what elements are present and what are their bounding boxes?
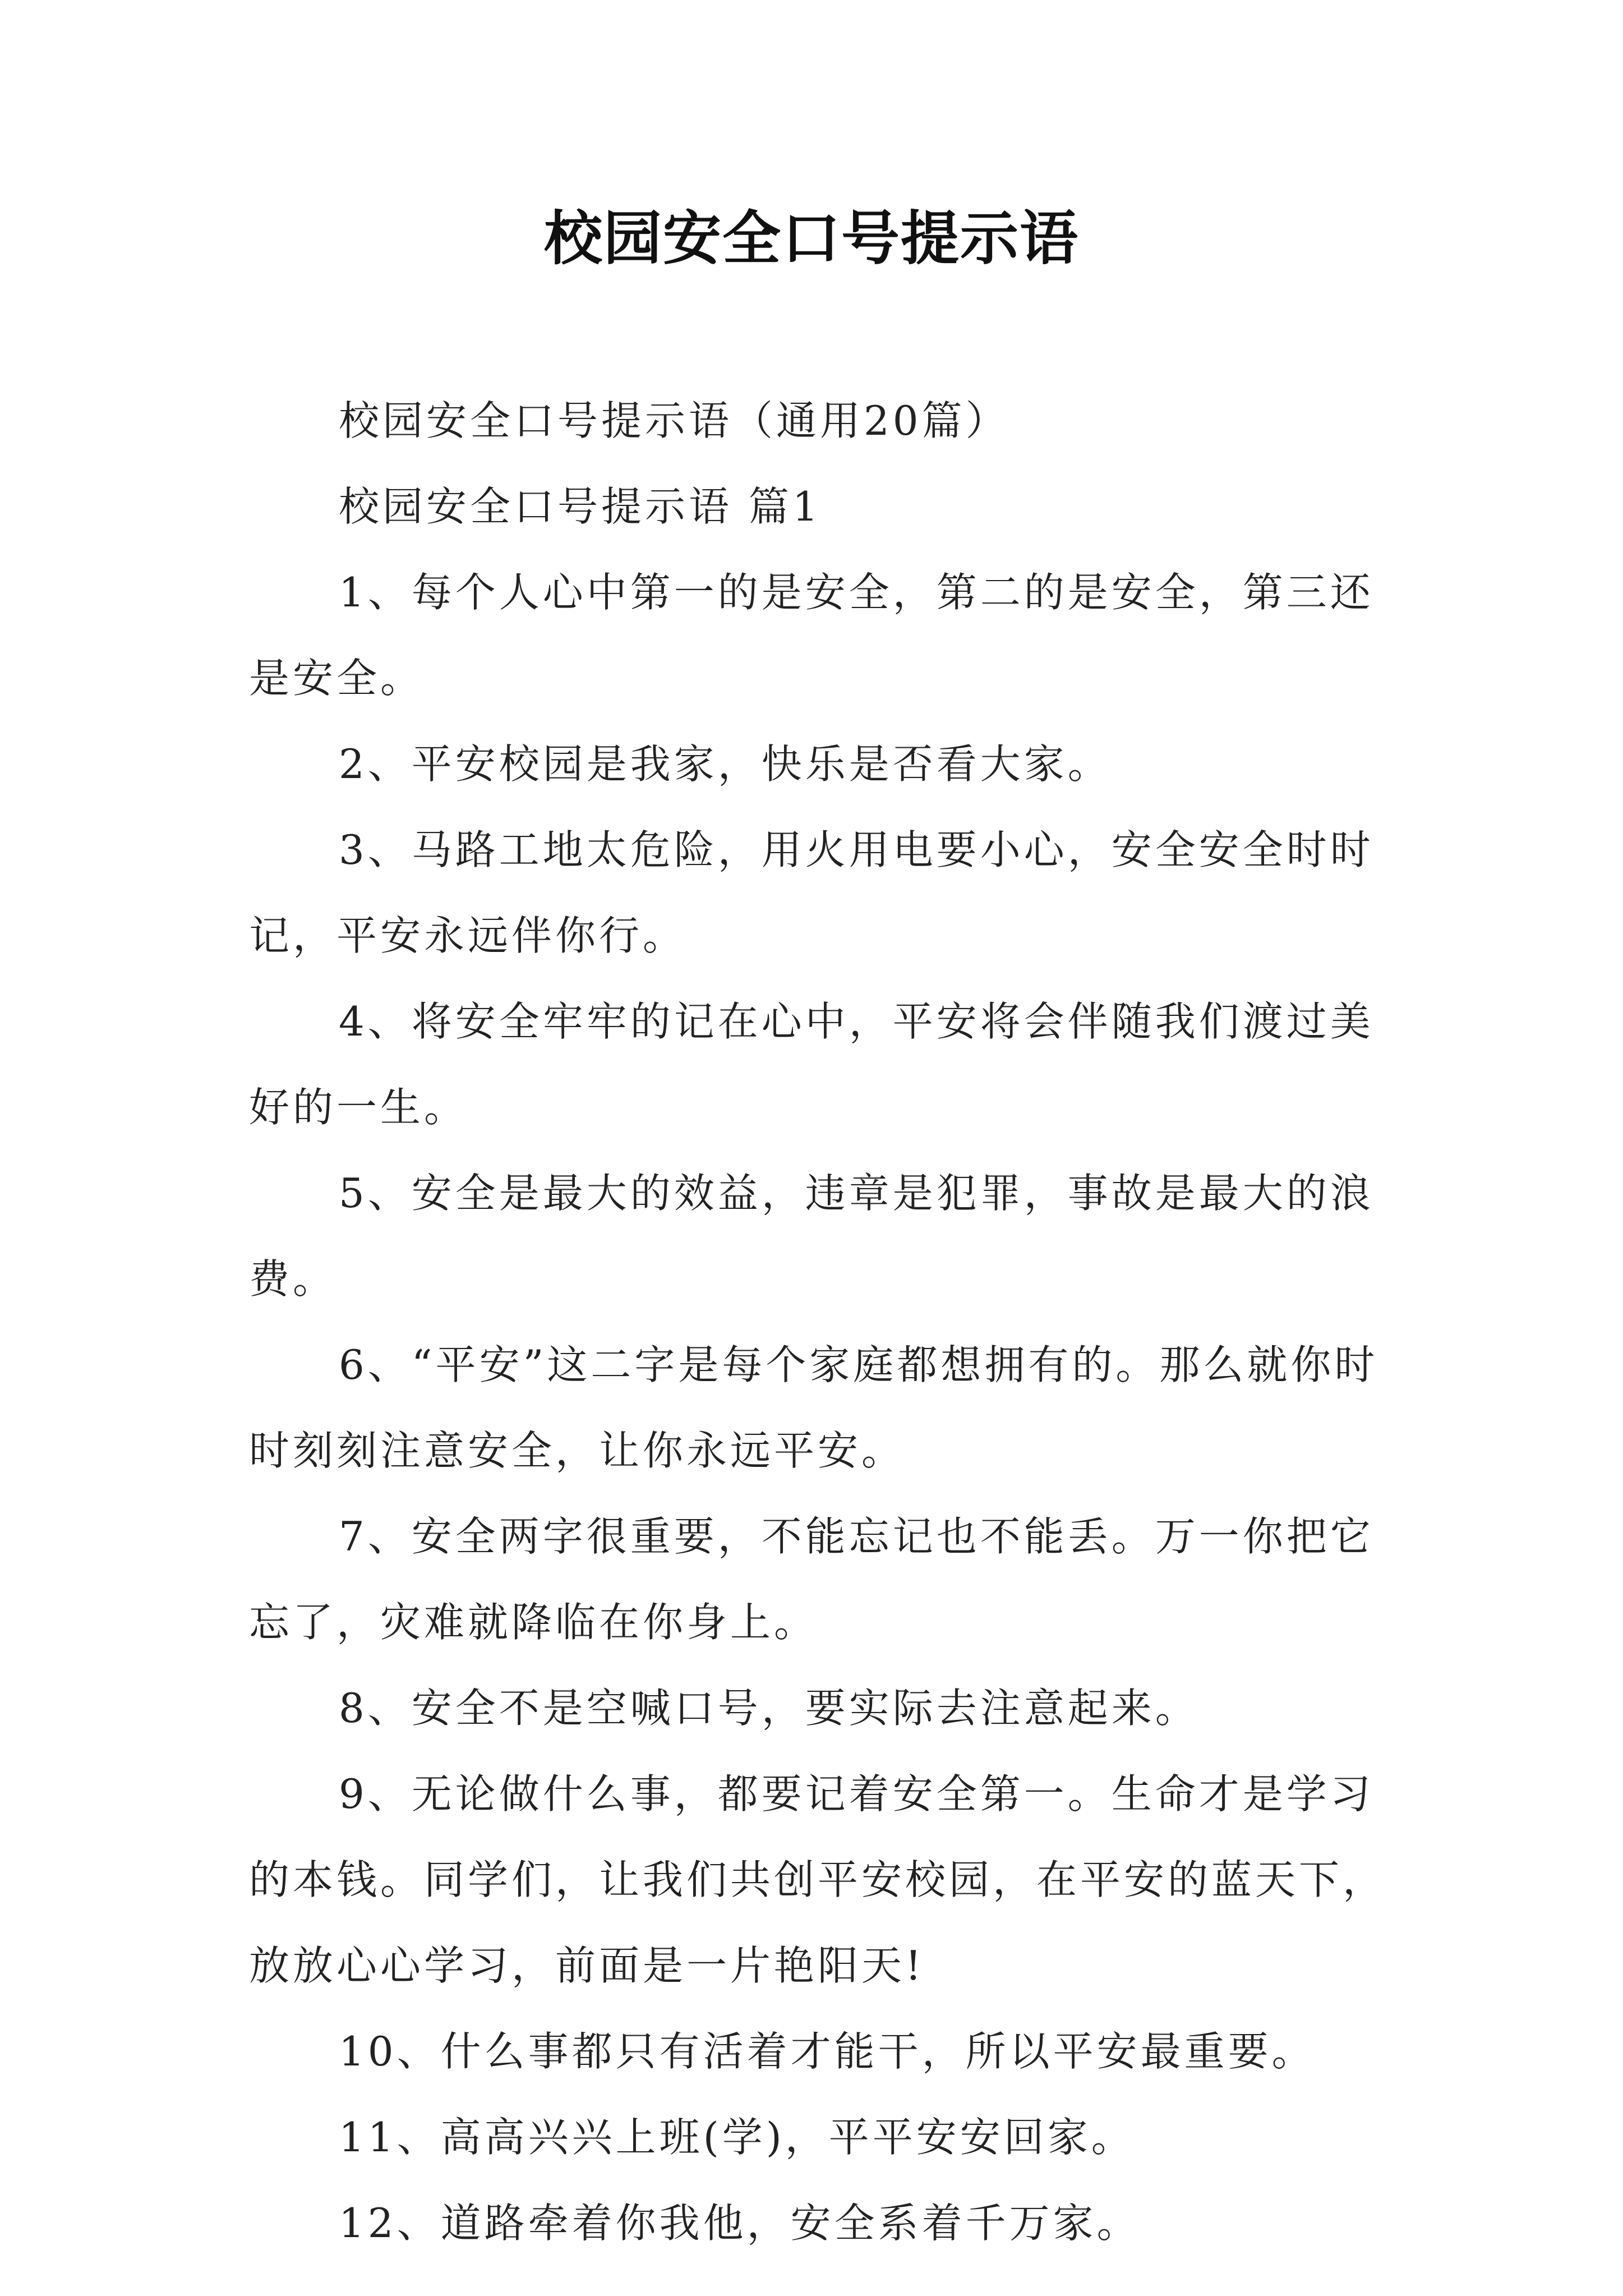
slogan-item: 6、“平安”这二字是每个家庭都想拥有的。那么就你时时刻刻注意安全，让你永远平安。 <box>249 1341 1378 1474</box>
slogan-item: 2、平安校园是我家，快乐是否看大家。 <box>339 740 1112 788</box>
slogan-item: 10、什么事都只有活着才能干，所以平安最重要。 <box>339 2028 1316 2075</box>
section-heading: 校园安全口号提示语 篇1 <box>339 483 822 530</box>
slogan-item: 1、每个人心中第一的是安全，第二的是安全，第三还是安全。 <box>249 569 1374 702</box>
slogan-item: 3、马路工地太危险，用火用电要小心，安全安全时时记，平安永远伴你行。 <box>249 826 1374 959</box>
slogan-item: 11、高高兴兴上班(学)，平平安安回家。 <box>339 2114 1135 2161</box>
slogan-item: 12、道路牵着你我他，安全系着千万家。 <box>339 2200 1141 2247</box>
document-subtitle: 校园安全口号提示语（通用20篇） <box>339 397 1009 444</box>
slogan-item: 7、安全两字很重要，不能忘记也不能丢。万一你把它忘了，灾难就降临在你身上。 <box>249 1513 1374 1646</box>
slogan-item: 9、无论做什么事，都要记着安全第一。生命才是学习的本钱。同学们，让我们共创平安校园，在平安的蓝天下，放放心心学习，前面是一片艳阳天! <box>249 1770 1387 1989</box>
slogan-item: 8、安全不是空喊口号，要实际去注意起来。 <box>339 1685 1199 1732</box>
document-title: 校园安全口号提示语 <box>543 204 1079 273</box>
slogan-item: 4、将安全牢牢的记在心中，平安将会伴随我们渡过美好的一生。 <box>249 998 1374 1131</box>
document-body <box>249 378 1393 2266</box>
slogan-item: 5、安全是最大的效益，违章是犯罪，事故是最大的浪费。 <box>249 1170 1374 1303</box>
